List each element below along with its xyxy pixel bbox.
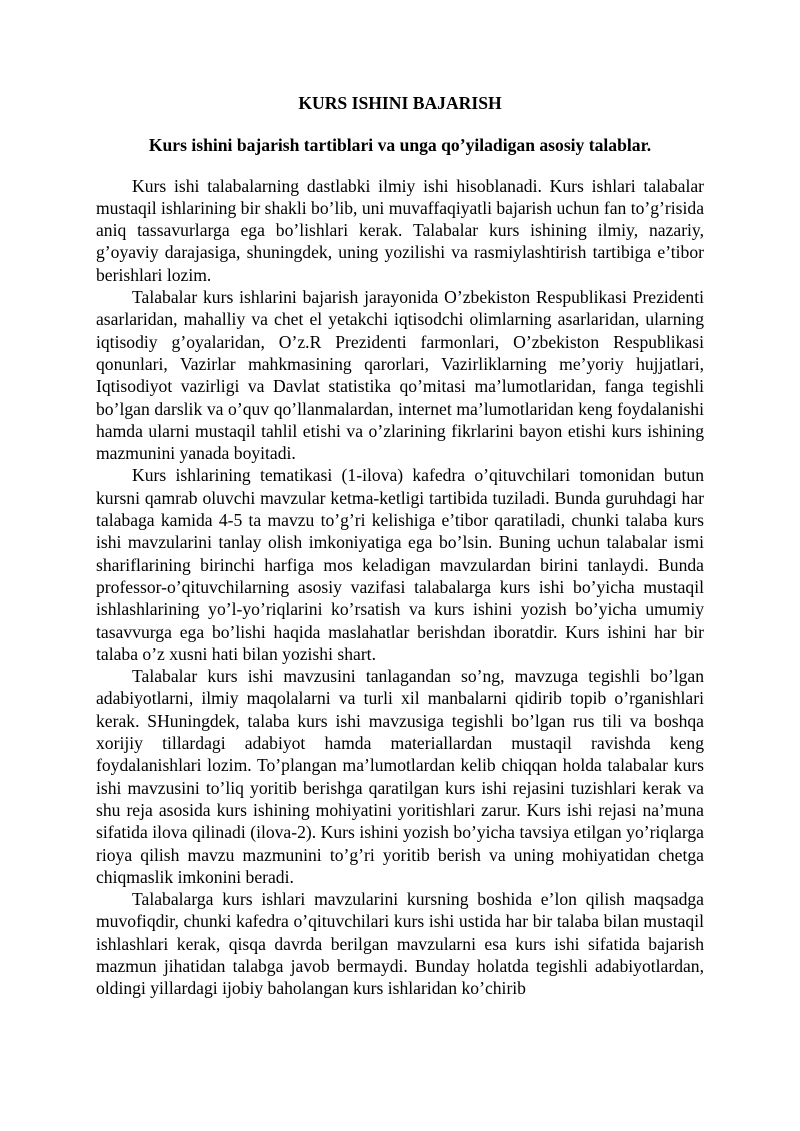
document-page [96, 92, 704, 1000]
paragraph-5: Talabalarga kurs ishlari mavzularini kursning boshida e’lon qilish maqsadga muvofiqdir, chunki kafedra o’qituvchilari kurs ishi ustida har bir talaba bilan mustaqil ishlashlari kerak, qisqa davrda berilgan mavzularni esa kurs ishi sifatida bajarish mazmun jihatidan talabga javob bermaydi. Bunday holatda tegishli adabiyotlardan, oldingi yillardagi ijobiy baholangan kurs ishlaridan ko’chirib [96, 889, 704, 999]
paragraph-4: Talabalar kurs ishi mavzusini tanlagandan so’ng, mavzuga tegishli bo’lgan adabiyotlarni, ilmiy maqolalarni va turli xil manbalarni qidirib topib o’rganishlari kerak. SHuningdek, talaba kurs ishi mavzusiga tegishli bo’lgan rus tili va boshqa xorijiy tillardagi adabiyot hamda materiallardan mustaqil ravishda keng foydalanishlari lozim. To’plangan ma’lumotlardan kelib chiqqan holda talabalar kurs ishi mavzusini to’liq yoritib berishga qaratilgan kurs ishi rejasini tuzishlari kerak va shu reja asosida kurs ishining mohiyatini yoritishlari zarur. Kurs ishi rejasi na’muna sifatida ilova qilinadi (ilova-2). Kurs ishini yozish bo’yicha tavsiya etilgan yo’riqlarga rioya qilish mavzu mazmunini to’g’ri yoritib berish va uning mohiyatidan chetga chiqmaslik imkonini beradi. [96, 666, 704, 887]
document-title: KURS ISHINI BAJARISH [298, 93, 502, 113]
paragraph-2: Talabalar kurs ishlarini bajarish jarayonida O’zbekiston Respublikasi Prezidenti asarlaridan, mahalliy va chet el yetakchi iqtisodchi olimlarning asarlaridan, ularning iqtisodiy g’oyalaridan, O’z.R Prezidenti farmonlari, O’zbekiston Respublikasi qonunlari, Vazirlar mahkmasining qarorlari, Vazirliklarning me’yoriy hujjatlari, Iqtisodiyot vazirligi va Davlat statistika qo’mitasi ma’lumotlaridan, fanga tegishli bo’lgan darslik va o’quv qo’llanmalardan, internet ma’lumotlaridan keng foydalanishi hamda ularni mustaqil tahlil etishi va o’zlarining fikrlarini bayon etishi kurs ishining mazmunini yanada boyitadi. [96, 287, 704, 464]
paragraph-1: Kurs ishi talabalarning dastlabki ilmiy ishi hisoblanadi. Kurs ishlari talabalar mustaqil ishlarining bir shakli bo’lib, uni muvaffaqiyatli bajarish uchun fan to’g’risida aniq tassavurlarga ega bo’lishlari kerak. Talabalar kurs ishining ilmiy, nazariy, g’oyaviy darajasiga, shuningdek, uning yozilishi va rasmiylashtirish tartibiga e’tibor berishlari lozim. [96, 175, 705, 285]
document-subtitle: Kurs ishini bajarish tartiblari va unga qo’yiladigan asosiy talablar. [148, 135, 652, 156]
paragraph-3: Kurs ishlarining tematikasi (1-ilova) kafedra o’qituvchilari tomonidan butun kursni qamrab oluvchi mavzular ketma-ketligi tartibida tuziladi. Bunda guruhdagi har talabaga kamida 4-5 ta mavzu to’g’ri kelishiga e’tibor qaratiladi, chunki talaba kurs ishi mavzularini tanlay olish imkoniyatiga ega bo’lsin. Buning uchun talabalar ismi shariflarining birinchi harfiga mos keladigan mavzulardan birini tanlaydi. Bunda professor-o’qituvchilarning asosiy vazifasi talabalarga kurs ishi bo’yicha mustaqil ishlashlarining yo’l-yo’riqlarini ko’rsatish va kurs ishini yozish bo’yicha umumiy tasavvurga ega bo’lishi haqida maslahatlar berishdan iboratdir. Kurs ishini har bir talaba o’z xusni hati bilan yozishi shart. [96, 465, 704, 664]
